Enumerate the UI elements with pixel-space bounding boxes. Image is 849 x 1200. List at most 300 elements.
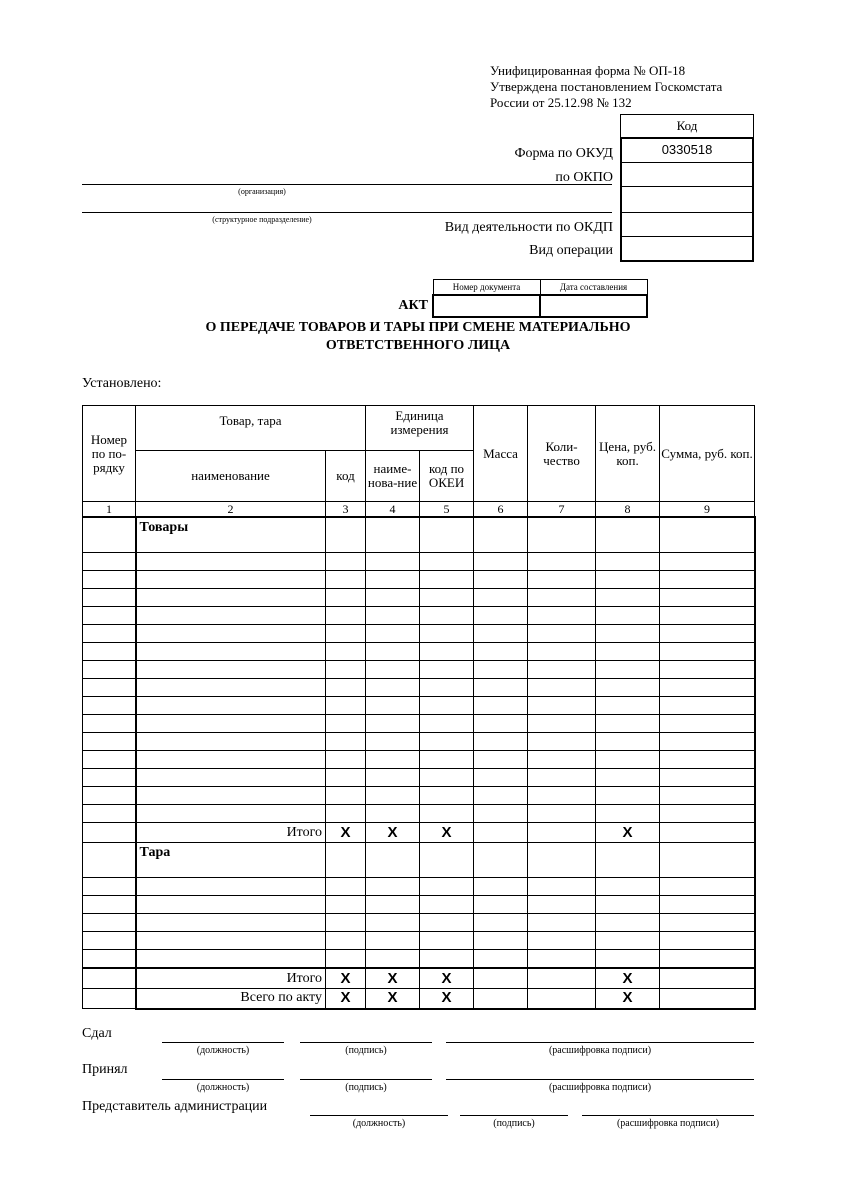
table-cell[interactable]	[366, 643, 420, 661]
table-cell[interactable]	[366, 697, 420, 715]
table-cell[interactable]	[660, 553, 755, 571]
table-cell[interactable]	[528, 643, 596, 661]
goods-rows	[83, 553, 755, 823]
grand-total-mass[interactable]	[474, 989, 528, 1009]
table-cell[interactable]	[83, 950, 136, 969]
admin-position-line[interactable]	[310, 1115, 448, 1116]
okdp-code-cell[interactable]	[622, 213, 752, 237]
table-cell[interactable]	[528, 733, 596, 751]
table-cell[interactable]	[420, 751, 474, 769]
table-cell[interactable]	[420, 914, 474, 932]
table-cell[interactable]	[326, 787, 366, 805]
table-cell[interactable]	[83, 715, 136, 733]
table-cell[interactable]	[136, 878, 326, 896]
table-cell[interactable]	[366, 769, 420, 787]
header-name: наименование	[136, 451, 326, 502]
table-cell[interactable]	[528, 805, 596, 823]
col-number: 7	[528, 502, 596, 518]
table-cell[interactable]	[660, 787, 755, 805]
table-cell[interactable]	[326, 843, 366, 878]
table-cell[interactable]	[136, 643, 326, 661]
table-cell[interactable]	[136, 787, 326, 805]
table-cell[interactable]	[83, 679, 136, 697]
code-box	[620, 114, 754, 262]
operation-code-cell[interactable]	[622, 237, 752, 260]
table-cell[interactable]	[136, 661, 326, 679]
table-cell[interactable]	[660, 733, 755, 751]
table-cell[interactable]	[366, 715, 420, 733]
table-cell[interactable]	[420, 769, 474, 787]
table-cell[interactable]	[596, 589, 660, 607]
signature-caption: (подпись)	[345, 1082, 387, 1093]
table-cell[interactable]	[83, 553, 136, 571]
table-cell[interactable]	[83, 896, 136, 914]
table-cell[interactable]	[528, 896, 596, 914]
x-mark: X	[420, 968, 474, 989]
table-cell[interactable]	[474, 553, 528, 571]
table-cell[interactable]	[596, 878, 660, 896]
grand-total-qty[interactable]	[528, 989, 596, 1009]
table-row	[83, 896, 755, 914]
document-title	[82, 319, 754, 355]
table-cell[interactable]	[366, 679, 420, 697]
table-cell[interactable]	[136, 896, 326, 914]
tare-total-qty[interactable]	[528, 968, 596, 989]
table-cell[interactable]	[528, 843, 596, 878]
table-cell[interactable]	[326, 715, 366, 733]
table-cell[interactable]	[528, 950, 596, 969]
table-cell[interactable]	[136, 733, 326, 751]
table-cell[interactable]	[474, 517, 528, 553]
table-cell[interactable]	[83, 914, 136, 932]
table-cell[interactable]	[136, 715, 326, 733]
table-cell[interactable]	[596, 896, 660, 914]
table-cell[interactable]	[660, 643, 755, 661]
table-cell[interactable]	[83, 661, 136, 679]
okpo-code-cell[interactable]	[622, 163, 752, 187]
table-cell[interactable]	[596, 571, 660, 589]
table-cell[interactable]	[326, 517, 366, 553]
okud-label: Форма по ОКУД	[514, 146, 613, 161]
table-cell[interactable]	[83, 805, 136, 823]
table-cell[interactable]	[420, 517, 474, 553]
table-cell[interactable]	[83, 589, 136, 607]
table-cell[interactable]	[528, 878, 596, 896]
table-cell[interactable]	[474, 625, 528, 643]
table-cell[interactable]	[326, 896, 366, 914]
table-cell[interactable]	[136, 769, 326, 787]
table-cell[interactable]	[420, 715, 474, 733]
header-okei: код по ОКЕИ	[420, 451, 474, 502]
table-cell[interactable]	[420, 661, 474, 679]
header-unit-name: наиме-нова-ние	[366, 451, 420, 502]
x-mark: X	[366, 968, 420, 989]
received-label: Принял	[82, 1062, 128, 1077]
title-line: ОТВЕТСТВЕННОГО ЛИЦА	[325, 338, 511, 353]
x-mark: X	[596, 823, 660, 843]
table-cell[interactable]	[420, 896, 474, 914]
table-cell[interactable]	[326, 751, 366, 769]
table-cell[interactable]	[420, 697, 474, 715]
tare-rows	[83, 878, 755, 969]
table-cell[interactable]	[596, 914, 660, 932]
admin-label: Представитель администрации	[82, 1099, 268, 1114]
table-cell[interactable]	[474, 751, 528, 769]
table-cell[interactable]	[528, 625, 596, 643]
received-position-line[interactable]	[162, 1079, 284, 1080]
table-cell[interactable]	[136, 571, 326, 589]
table-cell[interactable]	[420, 950, 474, 969]
table-row	[83, 643, 755, 661]
table-cell[interactable]	[528, 932, 596, 950]
table-cell[interactable]	[326, 878, 366, 896]
table-cell	[83, 989, 136, 1009]
table-cell[interactable]	[136, 679, 326, 697]
position-caption: (должность)	[196, 1045, 250, 1056]
table-cell[interactable]	[474, 805, 528, 823]
table-cell[interactable]	[596, 932, 660, 950]
table-cell[interactable]	[136, 950, 326, 969]
table-cell[interactable]	[420, 625, 474, 643]
table-cell[interactable]	[420, 553, 474, 571]
table-cell[interactable]	[420, 733, 474, 751]
table-cell[interactable]	[474, 643, 528, 661]
table-cell[interactable]	[366, 607, 420, 625]
table-cell[interactable]	[326, 679, 366, 697]
doc-date-cell[interactable]	[540, 295, 647, 317]
grand-total-row	[83, 989, 755, 1009]
table-cell[interactable]	[596, 625, 660, 643]
col-number: 1	[83, 502, 136, 518]
x-mark: X	[326, 989, 366, 1009]
table-cell[interactable]	[136, 932, 326, 950]
table-row	[83, 787, 755, 805]
table-cell[interactable]	[596, 769, 660, 787]
signature-caption: (подпись)	[345, 1045, 387, 1056]
table-cell[interactable]	[420, 805, 474, 823]
table-row	[83, 932, 755, 950]
x-mark: X	[326, 823, 366, 843]
admin-signature-line[interactable]	[460, 1115, 568, 1116]
table-cell[interactable]	[660, 679, 755, 697]
gave-decoding-line[interactable]	[446, 1042, 754, 1043]
table-cell[interactable]	[366, 553, 420, 571]
table-cell[interactable]	[83, 571, 136, 589]
table-cell[interactable]	[136, 553, 326, 571]
table-cell[interactable]	[660, 607, 755, 625]
table-cell[interactable]	[660, 805, 755, 823]
table-cell[interactable]	[528, 571, 596, 589]
table-cell[interactable]	[136, 805, 326, 823]
table-cell[interactable]	[660, 661, 755, 679]
table-cell[interactable]	[366, 914, 420, 932]
table-cell[interactable]	[660, 571, 755, 589]
tare-total-sum[interactable]	[660, 968, 755, 989]
table-cell[interactable]	[528, 553, 596, 571]
table-cell[interactable]	[326, 607, 366, 625]
dept-code-cell[interactable]	[622, 187, 752, 213]
code-header: Код	[620, 114, 754, 138]
x-mark: X	[366, 823, 420, 843]
table-cell[interactable]	[596, 553, 660, 571]
table-cell[interactable]	[596, 733, 660, 751]
table-cell[interactable]	[474, 679, 528, 697]
header-mass: Масса	[474, 406, 528, 502]
col-number: 8	[596, 502, 660, 518]
table-cell[interactable]	[326, 950, 366, 969]
table-cell[interactable]	[660, 589, 755, 607]
table-cell[interactable]	[83, 607, 136, 625]
table-cell[interactable]	[366, 787, 420, 805]
table-cell[interactable]	[660, 769, 755, 787]
table-cell[interactable]	[326, 805, 366, 823]
okud-code-cell: 0330518	[622, 139, 752, 163]
table-row	[83, 805, 755, 823]
tare-total-mass[interactable]	[474, 968, 528, 989]
table-cell[interactable]	[528, 914, 596, 932]
table-cell[interactable]	[366, 751, 420, 769]
table-cell[interactable]	[596, 697, 660, 715]
table-cell[interactable]	[326, 589, 366, 607]
table-cell[interactable]	[660, 914, 755, 932]
table-cell[interactable]	[326, 571, 366, 589]
table-cell[interactable]	[660, 950, 755, 969]
header-sum: Сумма, руб. коп.	[660, 406, 755, 502]
form-line: Унифицированная форма № ОП-18	[490, 63, 686, 78]
table-cell[interactable]	[528, 517, 596, 553]
table-cell[interactable]	[366, 843, 420, 878]
table-cell[interactable]	[83, 517, 136, 553]
received-signature-line[interactable]	[300, 1079, 432, 1080]
table-row	[83, 607, 755, 625]
table-cell[interactable]	[136, 625, 326, 643]
table-cell[interactable]	[326, 769, 366, 787]
col-number: 3	[326, 502, 366, 518]
goods-total-label: Итого	[136, 823, 326, 843]
decoding-caption: (расшифровка подписи)	[548, 1082, 652, 1093]
table-row	[83, 733, 755, 751]
table-cell[interactable]	[366, 625, 420, 643]
table-cell[interactable]	[596, 751, 660, 769]
table-cell[interactable]	[474, 715, 528, 733]
table-cell[interactable]	[420, 932, 474, 950]
table-cell[interactable]	[83, 643, 136, 661]
header-num: Номер по по-рядку	[83, 406, 136, 502]
table-cell[interactable]	[326, 661, 366, 679]
table-cell[interactable]	[474, 914, 528, 932]
col-number: 9	[660, 502, 755, 518]
grand-total-sum[interactable]	[660, 989, 755, 1009]
table-cell	[83, 968, 136, 989]
table-cell[interactable]	[326, 643, 366, 661]
table-cell[interactable]	[366, 733, 420, 751]
table-cell[interactable]	[474, 733, 528, 751]
table-cell[interactable]	[474, 589, 528, 607]
form-line: России от 25.12.98 № 132	[490, 95, 632, 110]
table-cell[interactable]	[136, 914, 326, 932]
table-cell[interactable]	[83, 843, 136, 878]
table-cell[interactable]	[474, 950, 528, 969]
header-qty: Коли-чество	[528, 406, 596, 502]
table-cell[interactable]	[474, 843, 528, 878]
table-cell[interactable]	[420, 607, 474, 625]
table-row	[83, 715, 755, 733]
table-cell[interactable]	[326, 733, 366, 751]
table-cell[interactable]	[136, 589, 326, 607]
table-cell[interactable]	[474, 769, 528, 787]
table-cell[interactable]	[366, 805, 420, 823]
table-cell[interactable]	[528, 769, 596, 787]
table-cell[interactable]	[136, 751, 326, 769]
goods-section-row	[83, 517, 755, 553]
goods-section-label: Товары	[136, 517, 326, 553]
tare-section-label: Тара	[136, 843, 326, 878]
doc-number-label: Номер документа	[433, 280, 540, 296]
table-cell[interactable]	[596, 643, 660, 661]
table-cell[interactable]	[596, 843, 660, 878]
tare-section-row	[83, 843, 755, 878]
table-cell[interactable]	[660, 625, 755, 643]
table-cell[interactable]	[420, 643, 474, 661]
table-cell[interactable]	[83, 932, 136, 950]
table-cell[interactable]	[366, 517, 420, 553]
table-cell[interactable]	[660, 878, 755, 896]
table-row	[83, 679, 755, 697]
table-cell[interactable]	[596, 715, 660, 733]
header-price: Цена, руб. коп.	[596, 406, 660, 502]
table-cell[interactable]	[474, 896, 528, 914]
okpo-label: по ОКПО	[555, 170, 613, 185]
goods-total-qty[interactable]	[528, 823, 596, 843]
table-cell[interactable]	[474, 571, 528, 589]
table-cell[interactable]	[528, 697, 596, 715]
table-row	[83, 697, 755, 715]
table-cell[interactable]	[136, 607, 326, 625]
table-cell[interactable]	[660, 517, 755, 553]
table-cell[interactable]	[660, 896, 755, 914]
header-goods: Товар, тара	[136, 406, 366, 451]
table-cell[interactable]	[660, 697, 755, 715]
table-cell[interactable]	[474, 878, 528, 896]
x-mark: X	[420, 989, 474, 1009]
table-cell[interactable]	[528, 607, 596, 625]
table-cell[interactable]	[366, 950, 420, 969]
header-code: код	[326, 451, 366, 502]
header-unit: Единица измерения	[366, 406, 474, 451]
col-number: 6	[474, 502, 528, 518]
received-decoding-line[interactable]	[446, 1079, 754, 1080]
table-cell[interactable]	[326, 697, 366, 715]
table-cell[interactable]	[474, 787, 528, 805]
table-cell[interactable]	[326, 914, 366, 932]
col-number: 2	[136, 502, 326, 518]
table-cell[interactable]	[326, 932, 366, 950]
table-cell[interactable]	[528, 679, 596, 697]
table-cell[interactable]	[528, 661, 596, 679]
table-cell[interactable]	[660, 932, 755, 950]
table-cell[interactable]	[596, 805, 660, 823]
goods-table	[82, 405, 756, 1010]
goods-total-row	[83, 823, 755, 843]
table-cell[interactable]	[366, 878, 420, 896]
table-cell[interactable]	[420, 679, 474, 697]
table-cell[interactable]	[474, 697, 528, 715]
signature-caption: (подпись)	[493, 1118, 535, 1129]
table-cell[interactable]	[596, 787, 660, 805]
table-cell[interactable]	[420, 843, 474, 878]
table-cell[interactable]	[366, 589, 420, 607]
x-mark: X	[596, 968, 660, 989]
column-numbers-row	[83, 502, 755, 518]
table-cell[interactable]	[596, 661, 660, 679]
established-label: Установлено:	[82, 376, 162, 391]
gave-signature-line[interactable]	[300, 1042, 432, 1043]
gave-position-line[interactable]	[162, 1042, 284, 1043]
table-cell[interactable]	[83, 751, 136, 769]
operation-label: Вид операции	[529, 243, 613, 258]
table-cell[interactable]	[528, 751, 596, 769]
table-cell[interactable]	[83, 733, 136, 751]
table-cell[interactable]	[660, 843, 755, 878]
x-mark: X	[326, 968, 366, 989]
goods-total-mass[interactable]	[474, 823, 528, 843]
title-line: О ПЕРЕДАЧЕ ТОВАРОВ И ТАРЫ ПРИ СМЕНЕ МАТЕРИАЛЬНО	[205, 320, 631, 335]
table-cell[interactable]	[83, 697, 136, 715]
grand-total-label: Всего по акту	[136, 989, 326, 1009]
table-cell[interactable]	[366, 932, 420, 950]
goods-total-sum[interactable]	[660, 823, 755, 843]
table-row	[83, 625, 755, 643]
table-cell[interactable]	[596, 607, 660, 625]
department-line[interactable]	[82, 212, 612, 213]
table-cell[interactable]	[83, 769, 136, 787]
table-cell[interactable]	[326, 625, 366, 643]
table-cell[interactable]	[596, 679, 660, 697]
table-cell[interactable]	[596, 517, 660, 553]
table-cell[interactable]	[420, 787, 474, 805]
table-cell[interactable]	[420, 571, 474, 589]
table-cell[interactable]	[420, 878, 474, 896]
table-cell[interactable]	[528, 787, 596, 805]
table-cell[interactable]	[528, 589, 596, 607]
doc-number-cell[interactable]	[433, 295, 540, 317]
table-cell[interactable]	[83, 787, 136, 805]
table-cell[interactable]	[83, 878, 136, 896]
table-cell[interactable]	[83, 625, 136, 643]
table-cell[interactable]	[366, 571, 420, 589]
position-caption: (должность)	[196, 1082, 250, 1093]
table-cell[interactable]	[474, 607, 528, 625]
table-cell[interactable]	[660, 751, 755, 769]
organization-line[interactable]	[82, 184, 612, 185]
table-cell[interactable]	[420, 589, 474, 607]
table-cell[interactable]	[136, 697, 326, 715]
table-cell[interactable]	[474, 661, 528, 679]
table-cell	[83, 823, 136, 843]
position-caption: (должность)	[352, 1118, 406, 1129]
table-cell[interactable]	[366, 896, 420, 914]
admin-decoding-line[interactable]	[582, 1115, 754, 1116]
table-cell[interactable]	[326, 553, 366, 571]
table-cell[interactable]	[596, 950, 660, 969]
table-row	[83, 914, 755, 932]
table-cell[interactable]	[660, 715, 755, 733]
table-row	[83, 589, 755, 607]
table-row	[83, 571, 755, 589]
table-cell[interactable]	[474, 932, 528, 950]
table-cell[interactable]	[366, 661, 420, 679]
table-cell[interactable]	[528, 715, 596, 733]
